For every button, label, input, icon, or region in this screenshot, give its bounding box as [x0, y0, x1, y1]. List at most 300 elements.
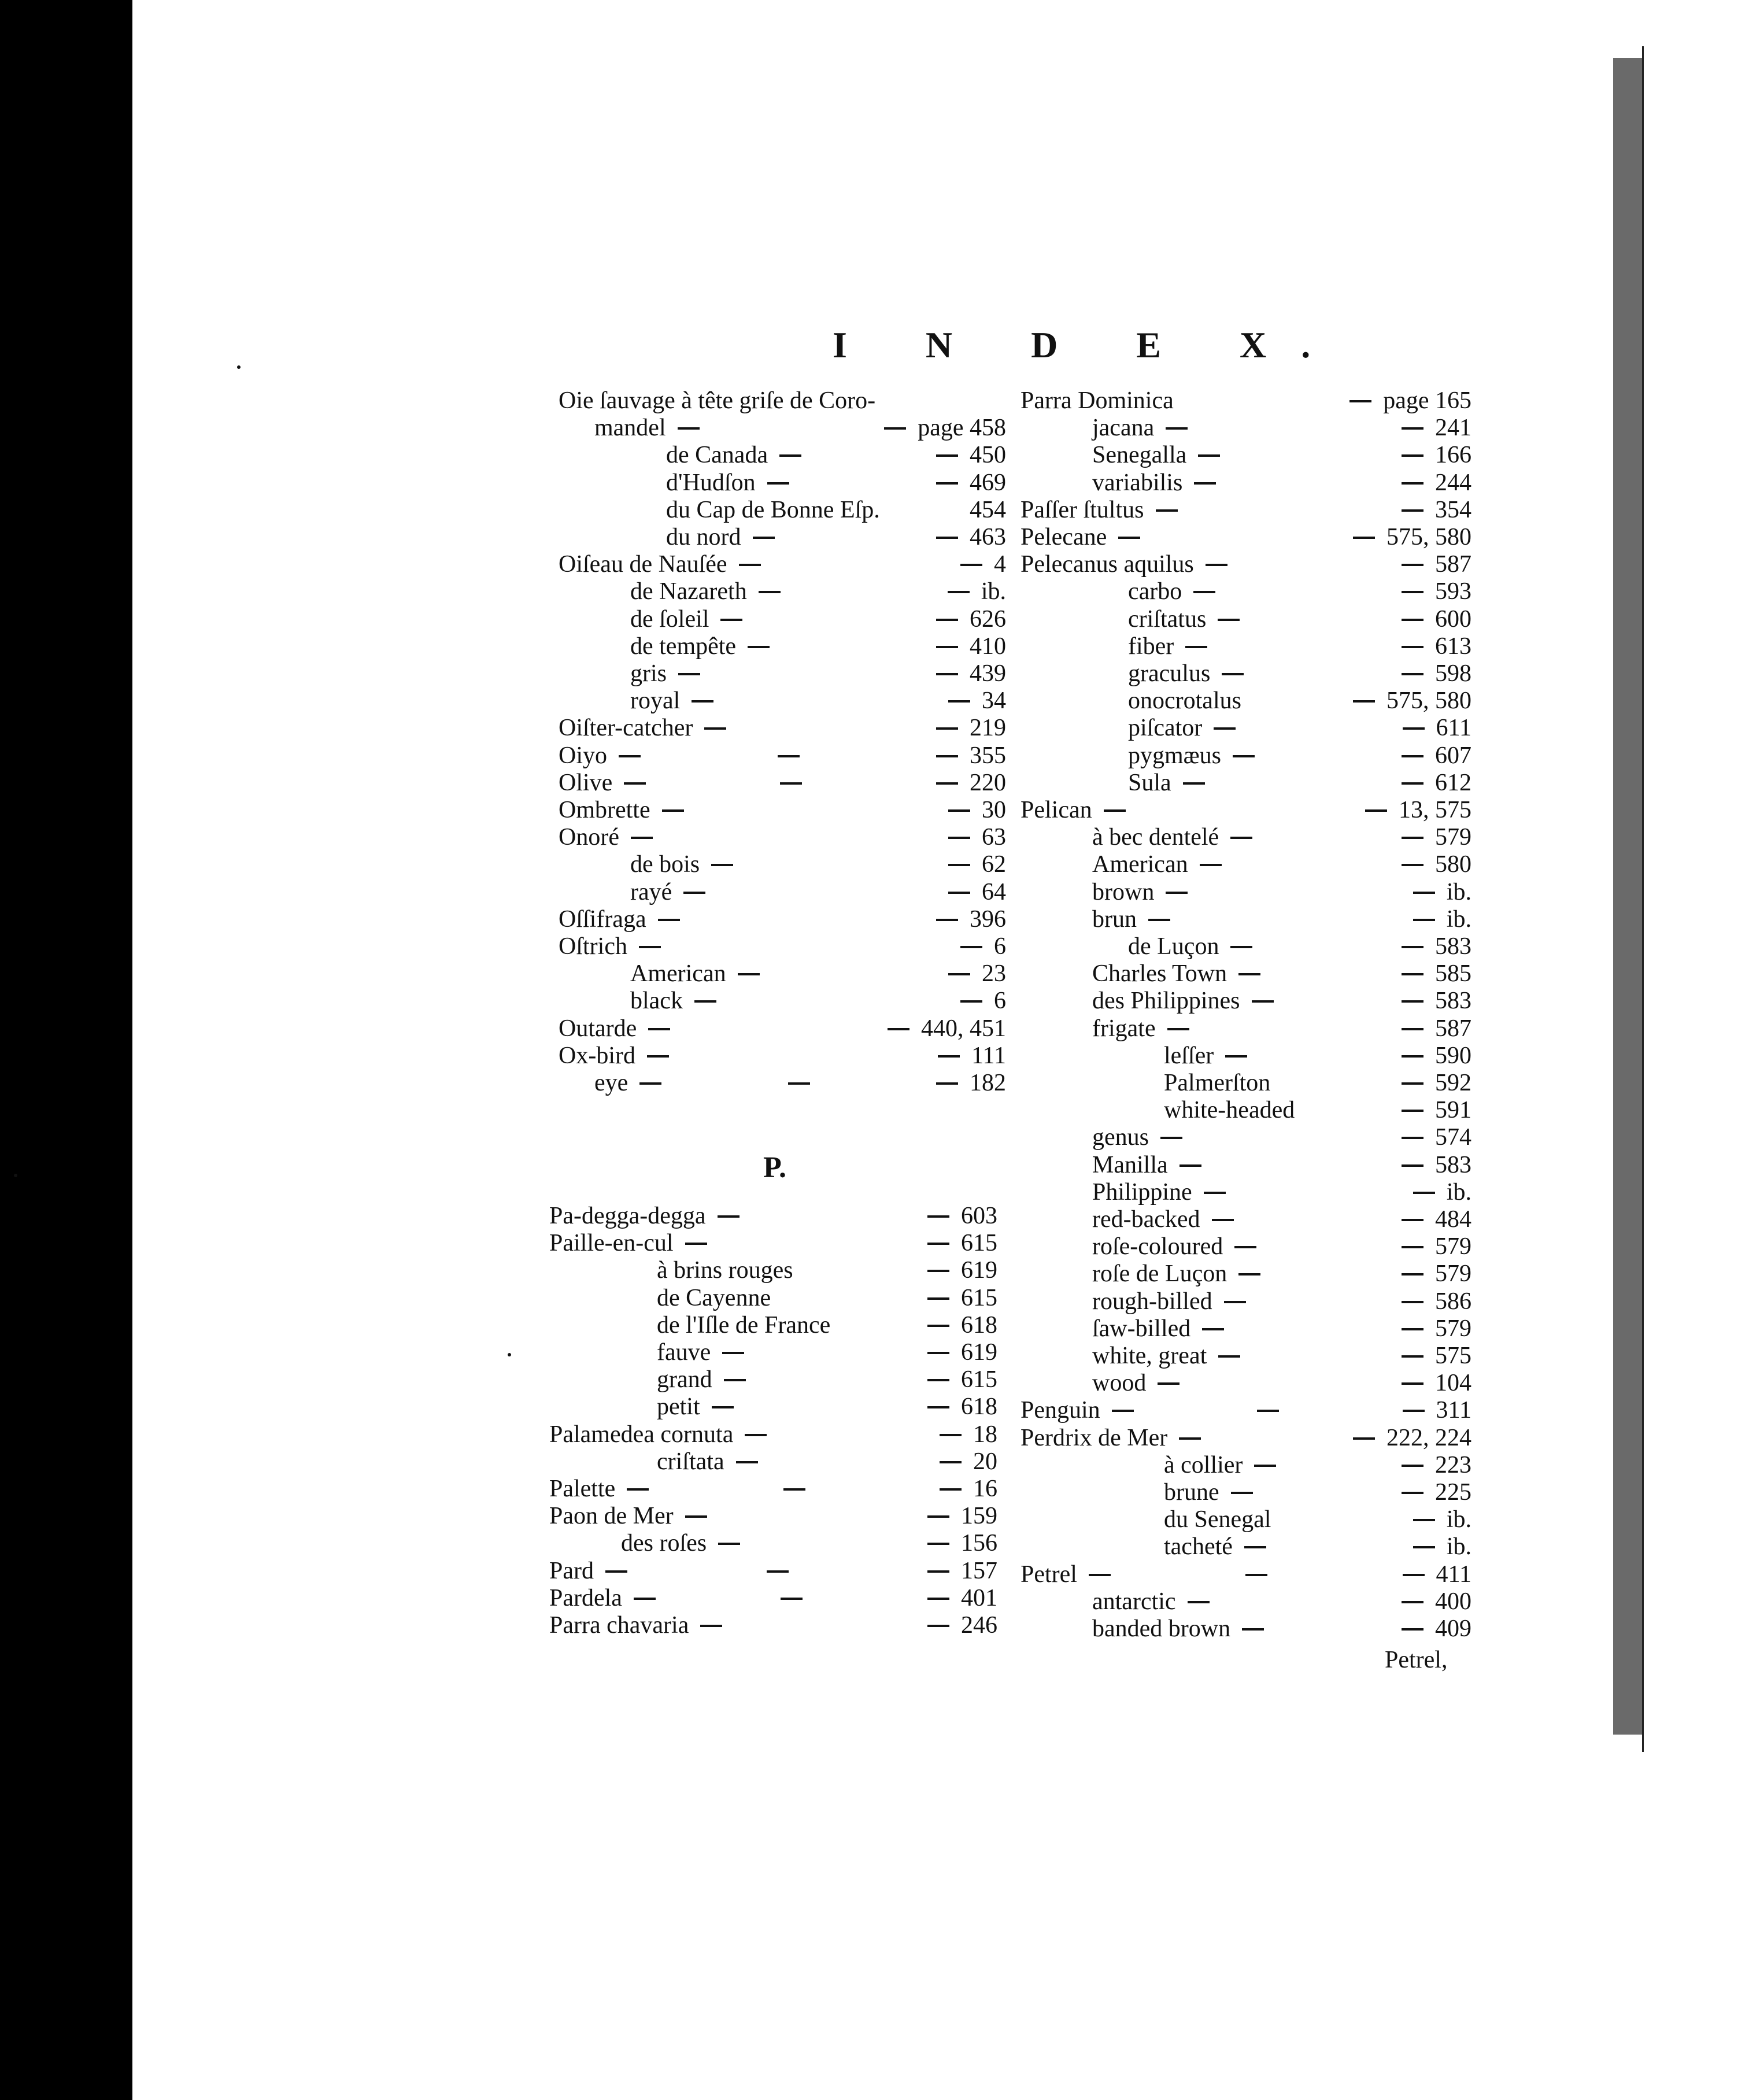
entry-term: Parra chavaria: [549, 1612, 689, 1639]
leader-dash: [948, 892, 970, 894]
entry-page-number: 592: [1435, 1070, 1471, 1096]
index-entry: [1020, 578, 1471, 605]
index-entry: [1020, 1233, 1471, 1260]
entry-page-number: 615: [961, 1366, 997, 1393]
entry-page-number: 580: [1435, 851, 1471, 878]
leader-dash: [1402, 1301, 1423, 1303]
entry-term: criſtatus: [1128, 605, 1207, 633]
entry-term: de Cayenne: [657, 1284, 771, 1311]
leader-dash: [788, 1082, 810, 1085]
leader-dash: [936, 537, 958, 539]
entry-term: brune: [1164, 1479, 1219, 1506]
index-entry: [1020, 960, 1471, 988]
entry-page-number: 615: [961, 1284, 997, 1311]
entry-term: criſtata: [657, 1448, 724, 1475]
leader-dash: [1402, 973, 1423, 975]
leader-dash: [927, 1406, 949, 1408]
index-entry: [559, 988, 1006, 1015]
leader-dash: [927, 1270, 949, 1272]
leader-dash: [948, 809, 970, 812]
leader-dash: [1230, 837, 1252, 839]
entry-term: graculus: [1128, 660, 1211, 687]
entry-page-number: 20: [973, 1448, 997, 1475]
entry-term: Oſtrich: [559, 933, 627, 960]
entry-term: leſſer: [1164, 1042, 1214, 1069]
entry-term: gris: [630, 660, 667, 687]
entry-term: Oiſter-catcher: [559, 715, 693, 742]
leader-dash: [888, 1028, 909, 1030]
leader-dash: [1402, 1628, 1423, 1631]
leader-dash: [960, 564, 982, 566]
index-entry: [1020, 1615, 1471, 1643]
entry-term: Pelican: [1020, 797, 1092, 823]
entry-page-number: 6: [994, 933, 1006, 960]
catchword: Petrel,: [1385, 1647, 1448, 1673]
leader-dash: [1183, 782, 1205, 785]
leader-dash: [694, 1000, 716, 1003]
entry-page-number: 450: [970, 442, 1006, 469]
leader-dash: [936, 619, 958, 621]
leader-dash: [624, 782, 646, 785]
leader-dash: [884, 427, 906, 430]
index-entry: [1020, 1370, 1471, 1397]
index-entry: [559, 1015, 1006, 1042]
leader-dash: [1218, 619, 1240, 621]
leader-dash: [1204, 1192, 1226, 1194]
leader-dash: [927, 1379, 949, 1381]
leader-dash: [1402, 1082, 1423, 1085]
leader-dash: [927, 1598, 949, 1600]
leader-dash: [1413, 919, 1435, 921]
index-entry: [1020, 524, 1471, 551]
entry-page-number: 182: [970, 1070, 1006, 1096]
entry-term: Perdrix de Mer: [1020, 1424, 1168, 1451]
entry-term: brown: [1092, 878, 1155, 905]
leader-dash: [700, 1625, 722, 1627]
leader-dash: [1402, 1110, 1423, 1112]
entry-term: de tempête: [630, 633, 737, 660]
leader-dash: [1403, 1574, 1425, 1576]
leader-dash: [936, 454, 958, 457]
leader-dash: [1402, 1246, 1423, 1248]
leader-dash: [1112, 1410, 1134, 1412]
leader-dash: [927, 1543, 949, 1545]
leader-dash: [1402, 591, 1423, 593]
entry-page-number: 587: [1435, 551, 1471, 578]
index-entry: [559, 687, 1006, 715]
entry-term: tacheté: [1164, 1533, 1233, 1561]
entry-page-number: 598: [1435, 660, 1471, 687]
entry-term: Philippine: [1092, 1178, 1192, 1206]
entry-page-number: 454: [970, 496, 1006, 523]
leader-dash: [1244, 1546, 1266, 1548]
leader-dash: [712, 1406, 734, 1408]
leader-dash: [634, 1598, 656, 1600]
leader-dash: [658, 919, 680, 921]
leader-dash: [1148, 919, 1170, 921]
entry-page-number: page 458: [918, 415, 1006, 442]
entry-page-number: 111: [971, 1042, 1006, 1069]
index-entry: [1020, 933, 1471, 960]
entry-page-number: 439: [970, 660, 1006, 687]
entry-term: Parra Dominica: [1020, 387, 1174, 414]
index-entry: [559, 497, 1006, 524]
entry-page-number: 4: [994, 551, 1006, 578]
index-entry: [549, 1585, 997, 1612]
entry-term: Paon de Mer: [549, 1503, 674, 1530]
entry-term: piſcator: [1128, 715, 1203, 742]
leader-dash: [639, 946, 661, 948]
index-entry: [1020, 387, 1471, 415]
leader-dash: [936, 755, 958, 757]
leader-dash: [1402, 1328, 1423, 1330]
entry-page-number: 484: [1435, 1206, 1471, 1233]
entry-page-number: 18: [973, 1421, 997, 1448]
leader-dash: [692, 700, 713, 703]
entry-page-number: 246: [961, 1612, 997, 1639]
entry-page-number: 575, 580: [1386, 524, 1471, 550]
entry-page-number: 618: [961, 1311, 997, 1339]
leader-dash: [685, 1515, 707, 1518]
entry-page-number: 219: [970, 715, 1006, 742]
entry-page-number: 590: [1435, 1042, 1471, 1069]
leader-dash: [683, 892, 705, 894]
leader-dash: [936, 782, 958, 785]
index-entry: [559, 415, 1006, 442]
index-entry: [549, 1339, 997, 1366]
index-entry: [1020, 1097, 1471, 1124]
entry-term: de bois: [630, 851, 700, 878]
index-entry: [549, 1257, 997, 1284]
index-entry: [549, 1558, 997, 1585]
entry-term: roſe-coloured: [1092, 1233, 1223, 1260]
leader-dash: [1402, 619, 1423, 621]
entry-term: American: [630, 960, 726, 988]
leader-dash: [1230, 946, 1252, 948]
index-entry: [559, 1042, 1006, 1070]
leader-dash: [1156, 509, 1178, 512]
index-entry: [1020, 1152, 1471, 1179]
entry-term: Charles Town: [1092, 960, 1227, 988]
leader-dash: [936, 1082, 958, 1085]
entry-page-number: 603: [961, 1203, 997, 1229]
leader-dash: [927, 1515, 949, 1518]
entry-term: frigate: [1092, 1015, 1156, 1042]
leader-dash: [648, 1028, 670, 1030]
entry-page-number: ib.: [1446, 1506, 1471, 1533]
entry-term: à collier: [1164, 1451, 1243, 1478]
leader-dash: [718, 1215, 740, 1218]
entry-term: rayé: [630, 878, 672, 905]
leader-dash: [960, 946, 982, 948]
leader-dash: [1218, 1355, 1240, 1358]
index-entry: [549, 1530, 997, 1557]
entry-page-number: 579: [1435, 1315, 1471, 1342]
index-entry: [1020, 633, 1471, 660]
entry-term: variabilis: [1092, 469, 1183, 496]
index-entry: [559, 442, 1006, 469]
entry-page-number: 225: [1435, 1479, 1471, 1506]
index-entry: [1020, 906, 1471, 933]
entry-term: eye: [594, 1070, 628, 1096]
leader-dash: [639, 1082, 661, 1085]
index-entry: [559, 387, 1006, 415]
index-entry: [1020, 1588, 1471, 1615]
entry-term: roſe de Luçon: [1092, 1260, 1227, 1288]
entry-page-number: 104: [1435, 1370, 1471, 1397]
leader-dash: [1198, 454, 1220, 457]
entry-page-number: 583: [1435, 988, 1471, 1015]
leader-dash: [1234, 1246, 1256, 1248]
entry-page-number: 64: [982, 878, 1006, 905]
index-entry: [1020, 1315, 1471, 1343]
leader-dash: [739, 564, 761, 566]
entry-term: Palamedea cornuta: [549, 1421, 734, 1448]
margin-speck: [508, 1353, 511, 1356]
entry-page-number: 618: [961, 1393, 997, 1421]
index-entry: [549, 1421, 997, 1448]
index-entry: [549, 1230, 997, 1257]
entry-term: Pelecanus aquilus: [1020, 551, 1194, 578]
index-entry: [1020, 687, 1471, 715]
leader-dash: [936, 646, 958, 648]
entry-term: grand: [657, 1366, 712, 1393]
entry-page-number: 583: [1435, 1151, 1471, 1178]
entry-page-number: 579: [1435, 1233, 1471, 1260]
entry-term: ſaw-billed: [1092, 1315, 1191, 1342]
leader-dash: [778, 755, 800, 757]
leader-dash: [1402, 755, 1423, 757]
index-entry: [1020, 715, 1471, 742]
entry-term: white-headed: [1164, 1097, 1295, 1124]
index-entry: [559, 742, 1006, 770]
entry-term: fauve: [657, 1339, 711, 1366]
entry-page-number: 6: [994, 988, 1006, 1015]
entry-term: Palette: [549, 1476, 616, 1502]
index-entry: [1020, 1206, 1471, 1233]
index-entry: [549, 1366, 997, 1393]
leader-dash: [1402, 646, 1423, 648]
entry-page-number: ib.: [1446, 905, 1471, 933]
leader-dash: [1413, 892, 1435, 894]
entry-page-number: 156: [961, 1530, 997, 1557]
entry-term: du Senegal: [1164, 1506, 1271, 1533]
index-entry: [1020, 1124, 1471, 1151]
entry-term: de Luçon: [1128, 933, 1219, 960]
leader-dash: [1402, 427, 1423, 430]
entry-term: de Nazareth: [630, 578, 747, 605]
entry-term: à brins rouges: [657, 1257, 793, 1284]
index-entry: [1020, 879, 1471, 906]
index-entry: [1020, 469, 1471, 497]
leader-dash: [936, 482, 958, 485]
entry-page-number: 16: [973, 1476, 997, 1502]
leader-dash: [1402, 1465, 1423, 1467]
entry-page-number: 396: [970, 905, 1006, 933]
leader-dash: [1231, 1492, 1253, 1494]
entry-term: Penguin: [1020, 1397, 1100, 1424]
entry-page-number: 241: [1435, 415, 1471, 442]
leader-dash: [1225, 1055, 1247, 1058]
entry-term: de ſoleil: [630, 605, 709, 633]
leader-dash: [1402, 864, 1423, 866]
entry-term: de Canada: [666, 442, 768, 469]
leader-dash: [704, 727, 726, 730]
entry-page-number: 579: [1435, 824, 1471, 851]
leader-dash: [1353, 1437, 1375, 1440]
entry-page-number: 411: [1436, 1561, 1471, 1588]
index-entry: [1020, 1452, 1471, 1479]
index-entry: [559, 933, 1006, 960]
entry-page-number: 613: [1435, 633, 1471, 660]
entry-term: Palmerſton: [1164, 1070, 1271, 1096]
entry-page-number: 626: [970, 605, 1006, 633]
index-entry: [549, 1503, 997, 1530]
index-entry: [559, 797, 1006, 824]
entry-term: red-backed: [1092, 1206, 1200, 1233]
index-entry: [549, 1448, 997, 1476]
entry-page-number: 166: [1435, 442, 1471, 469]
entry-page-number: 619: [961, 1257, 997, 1284]
entry-term: banded brown: [1092, 1615, 1231, 1642]
leader-dash: [948, 973, 970, 975]
entry-page-number: 587: [1435, 1015, 1471, 1042]
leader-dash: [1402, 1492, 1423, 1494]
leader-dash: [940, 1488, 962, 1491]
index-entry: [549, 1203, 997, 1230]
leader-dash: [1413, 1192, 1435, 1194]
index-entry: [1020, 551, 1471, 578]
index-entry: [1020, 1533, 1471, 1561]
leader-dash: [940, 1461, 962, 1463]
index-entry: [1020, 1070, 1471, 1097]
entry-term: de l'Iſle de France: [657, 1311, 831, 1339]
leader-dash: [718, 1543, 740, 1545]
entry-term: Paille-en-cul: [549, 1230, 674, 1257]
leader-dash: [1402, 1028, 1423, 1030]
index-entry: [549, 1285, 997, 1312]
entry-term: Outarde: [559, 1015, 637, 1042]
entry-term: Oiſeau de Nauſée: [559, 551, 727, 578]
entry-page-number: 30: [982, 797, 1006, 823]
leader-dash: [1233, 755, 1255, 757]
entry-page-number: ib.: [1446, 878, 1471, 905]
leader-dash: [938, 1055, 960, 1058]
leader-dash: [631, 837, 653, 839]
leader-dash: [940, 1434, 962, 1436]
entry-term: wood: [1092, 1370, 1147, 1397]
leader-dash: [1202, 1328, 1224, 1330]
entry-page-number: 311: [1436, 1397, 1471, 1424]
leader-dash: [948, 700, 970, 703]
leader-dash: [936, 673, 958, 675]
leader-dash: [948, 864, 970, 866]
leader-dash: [767, 482, 789, 485]
leader-dash: [1238, 973, 1260, 975]
entry-term: Sula: [1128, 769, 1171, 796]
entry-page-number: 401: [961, 1584, 997, 1611]
entry-page-number: 611: [1436, 715, 1471, 742]
entry-term: Petrel: [1020, 1561, 1077, 1588]
entry-page-number: 62: [982, 851, 1006, 878]
index-entry: [1020, 415, 1471, 442]
margin-speck: [14, 1174, 17, 1177]
index-entry: [559, 633, 1006, 660]
index-entry: [559, 469, 1006, 497]
index-entry: [1020, 497, 1471, 524]
entry-term: Senegalla: [1092, 442, 1187, 469]
section-heading-p: P.: [763, 1151, 786, 1184]
entry-page-number: 440, 451: [921, 1015, 1006, 1042]
entry-page-number: 607: [1435, 742, 1471, 769]
leader-dash: [724, 1379, 746, 1381]
leader-dash: [1200, 864, 1222, 866]
leader-dash: [1353, 700, 1375, 703]
leader-dash: [936, 727, 958, 730]
index-entry: [559, 578, 1006, 605]
entry-page-number: 579: [1435, 1260, 1471, 1288]
index-entry: [559, 551, 1006, 578]
leader-dash: [1402, 509, 1423, 512]
leader-dash: [948, 837, 970, 839]
entry-page-number: 612: [1435, 769, 1471, 796]
leader-dash: [662, 809, 684, 812]
index-entry: [1020, 442, 1471, 469]
entry-page-number: 591: [1435, 1097, 1471, 1124]
leader-dash: [1089, 1574, 1111, 1576]
index-entry: [1020, 606, 1471, 633]
entry-term: petit: [657, 1393, 700, 1421]
entry-term: fiber: [1128, 633, 1174, 660]
leader-dash: [767, 1570, 789, 1573]
leader-dash: [1403, 727, 1425, 730]
index-entry: [559, 824, 1006, 851]
leader-dash: [605, 1570, 627, 1573]
leader-dash: [678, 427, 700, 430]
leader-dash: [1402, 1601, 1423, 1603]
entry-term: Manilla: [1092, 1151, 1168, 1178]
leader-dash: [1402, 1055, 1423, 1058]
leader-dash: [783, 1488, 805, 1491]
entry-page-number: 13, 575: [1399, 797, 1471, 823]
leader-dash: [927, 1325, 949, 1327]
entry-page-number: 585: [1435, 960, 1471, 988]
index-entry: [1020, 1479, 1471, 1506]
index-entry: [1020, 988, 1471, 1015]
index-entry: [559, 606, 1006, 633]
index-entry: [549, 1312, 997, 1339]
leader-dash: [647, 1055, 669, 1058]
entry-term: Pelecane: [1020, 524, 1107, 550]
leader-dash: [780, 782, 802, 785]
leader-dash: [1222, 673, 1244, 675]
entry-page-number: 575: [1435, 1343, 1471, 1369]
index-entry: [1020, 1260, 1471, 1288]
entry-term: rough-billed: [1092, 1288, 1212, 1315]
leader-dash: [1118, 537, 1140, 539]
index-entry: [549, 1476, 997, 1503]
index-entry: [1020, 1561, 1471, 1588]
entry-term: royal: [630, 687, 681, 715]
entry-page-number: 619: [961, 1339, 997, 1366]
leader-dash: [960, 1000, 982, 1003]
leader-dash: [1104, 809, 1126, 812]
leader-dash: [1214, 727, 1236, 730]
entry-page-number: 463: [970, 524, 1006, 550]
entry-page-number: ib.: [1446, 1178, 1471, 1206]
leader-dash: [1252, 1000, 1274, 1003]
leader-dash: [1224, 1301, 1246, 1303]
